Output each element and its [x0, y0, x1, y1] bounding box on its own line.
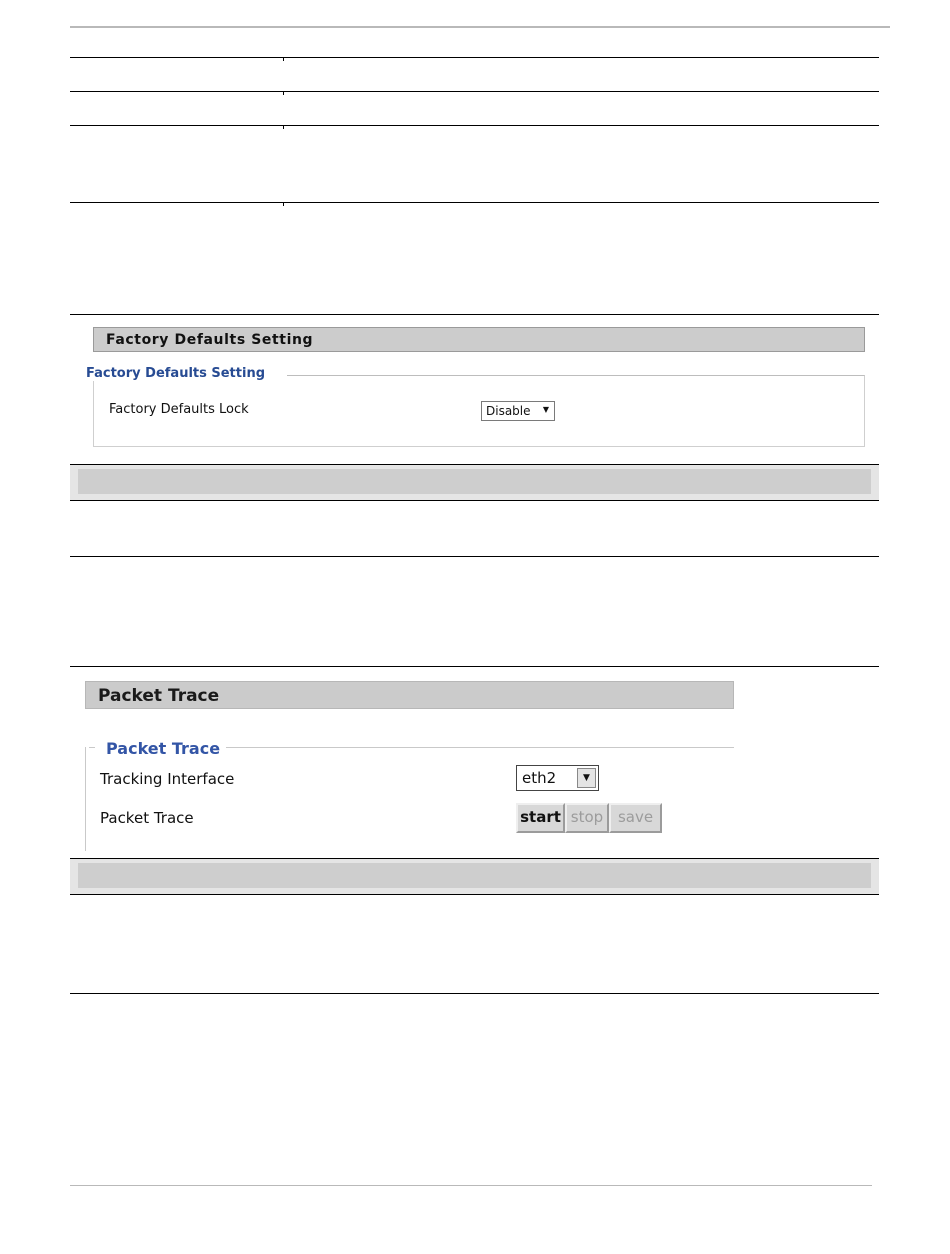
table-column-divider	[283, 203, 284, 206]
table-column-divider	[283, 92, 284, 95]
table-rule	[70, 57, 879, 58]
table-rule	[70, 91, 879, 92]
stop-button[interactable]: stop	[565, 803, 609, 833]
factory-defaults-lock-select[interactable]	[481, 401, 555, 421]
table-header-row-fill	[78, 863, 871, 888]
table-rule	[70, 556, 879, 557]
table-rule	[70, 314, 879, 315]
packet-trace-fieldset-border	[85, 747, 86, 851]
packet-trace-label: Packet Trace	[100, 809, 194, 827]
tracking-interface-label: Tracking Interface	[100, 770, 235, 788]
factory-defaults-lock-value: Disable	[486, 404, 531, 418]
factory-defaults-lock-label: Factory Defaults Lock	[109, 402, 249, 417]
table-rule	[70, 125, 879, 126]
table-header-row	[70, 858, 879, 895]
packet-trace-fieldset-border	[89, 747, 95, 748]
save-button[interactable]: save	[609, 803, 662, 833]
table-header-row-fill	[78, 469, 871, 494]
factory-defaults-header	[93, 327, 865, 352]
table-column-divider	[283, 126, 284, 129]
table-header-row	[70, 464, 879, 501]
page-top-rule	[70, 26, 890, 28]
chevron-down-icon[interactable]: ▼	[577, 768, 596, 788]
table-column-divider	[283, 58, 284, 61]
packet-trace-legend: Packet Trace	[106, 739, 221, 758]
page-bottom-rule	[70, 1185, 872, 1186]
packet-trace-header-title: Packet Trace	[98, 686, 220, 706]
table-rule	[70, 202, 879, 203]
packet-trace-header	[85, 681, 734, 709]
packet-trace-fieldset-border	[226, 747, 734, 748]
table-rule	[70, 993, 879, 994]
start-button[interactable]: start	[516, 803, 565, 833]
tracking-interface-select[interactable]	[516, 765, 599, 791]
factory-defaults-header-title: Factory Defaults Setting	[106, 332, 314, 348]
tracking-interface-value: eth2	[522, 769, 557, 787]
chevron-down-icon: ▼	[542, 405, 549, 414]
factory-defaults-legend: Factory Defaults Setting	[86, 366, 287, 381]
table-rule	[70, 666, 879, 667]
